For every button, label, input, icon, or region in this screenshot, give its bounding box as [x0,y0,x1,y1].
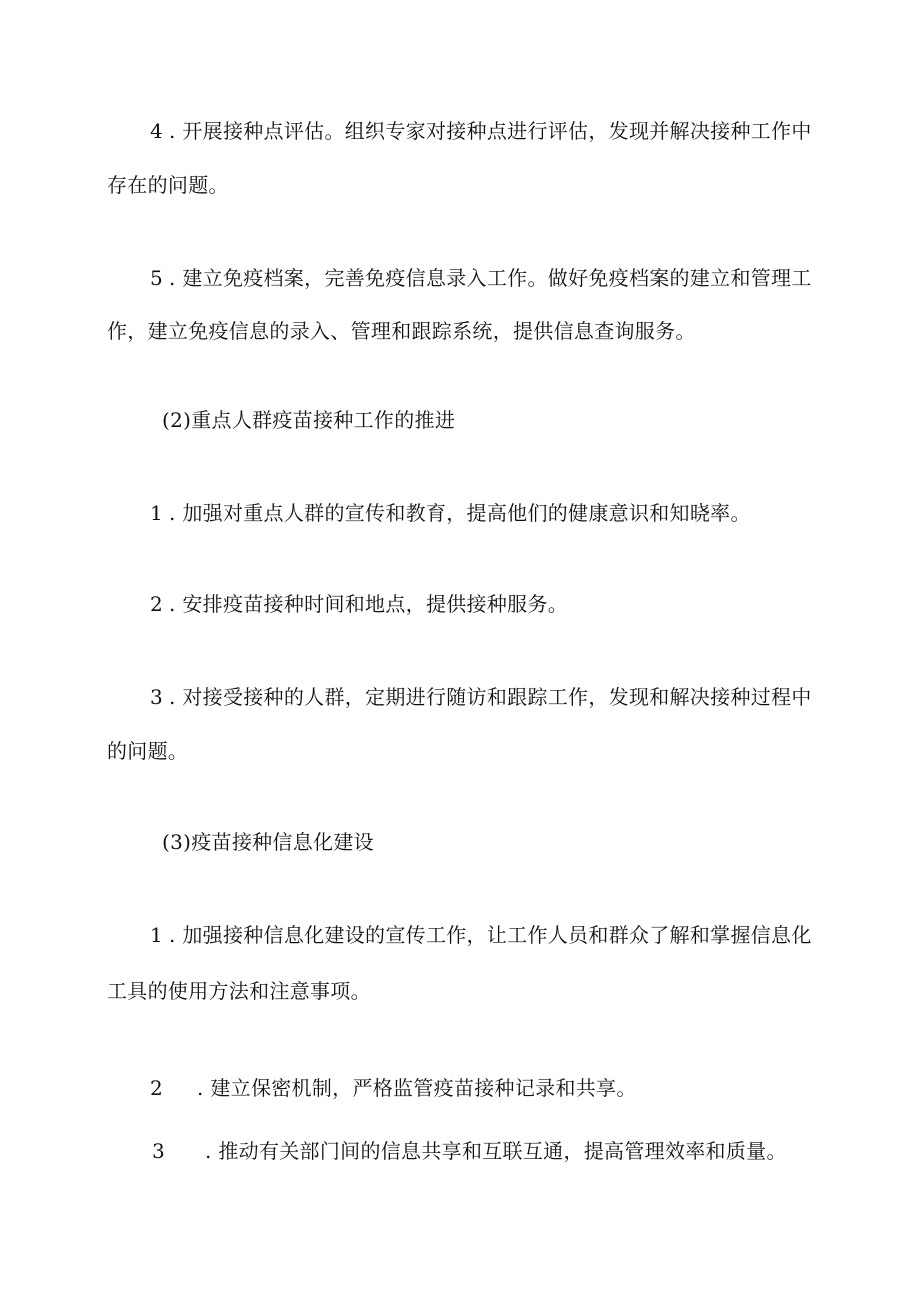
item-text: . 对接受接种的人群，定期进行随访和跟踪工作，发现和解决接种过程中 [169,685,812,709]
section-3-item-3 [152,1137,787,1165]
item-text: . 推动有关部门间的信息共享和互联互通，提高管理效率和质量。 [205,1139,787,1163]
item-text: . 加强对重点人群的宣传和教育，提高他们的健康意识和知晓率。 [169,501,751,525]
section-2-item-1 [150,499,751,527]
item-number: 1 [150,923,164,947]
item-number: 3 [150,685,164,709]
item-number: 2 [150,1076,164,1100]
item-5-line-2: 作，建立免疫信息的录入、管理和跟踪系统，提供信息查询服务。 [107,319,696,343]
section-2-item-3-line-1 [150,683,812,711]
item-5-line-1 [150,264,812,292]
item-text: . 安排疫苗接种时间和地点，提供接种服务。 [169,592,569,616]
section-3-item-2 [150,1074,637,1102]
item-4-line-1 [150,117,812,145]
section-2-heading: (2)重点人群疫苗接种工作的推进 [162,408,456,432]
section-3-item-1-line-2: 工具的使用方法和注意事项。 [107,979,371,1003]
item-text: . 建立保密机制，严格监管疫苗接种记录和共享。 [197,1076,637,1100]
item-4-line-2: 存在的问题。 [107,173,229,197]
section-3-heading: (3)疫苗接种信息化建设 [162,830,374,854]
section-3-item-1-line-1 [150,921,812,949]
section-2-item-3-line-2: 的问题。 [107,739,189,763]
item-number: 3 [152,1139,166,1163]
item-number: 2 [150,592,164,616]
item-text: . 加强接种信息化建设的宣传工作，让工作人员和群众了解和掌握信息化 [169,923,812,947]
item-number: 1 [150,501,164,525]
item-number: 5 [150,266,164,290]
item-text: . 建立免疫档案，完善免疫信息录入工作。做好免疫档案的建立和管理工 [169,266,812,290]
section-2-item-2 [150,590,568,618]
item-number: 4 [150,119,164,143]
item-text: . 开展接种点评估。组织专家对接种点进行评估，发现并解决接种工作中 [169,119,812,143]
